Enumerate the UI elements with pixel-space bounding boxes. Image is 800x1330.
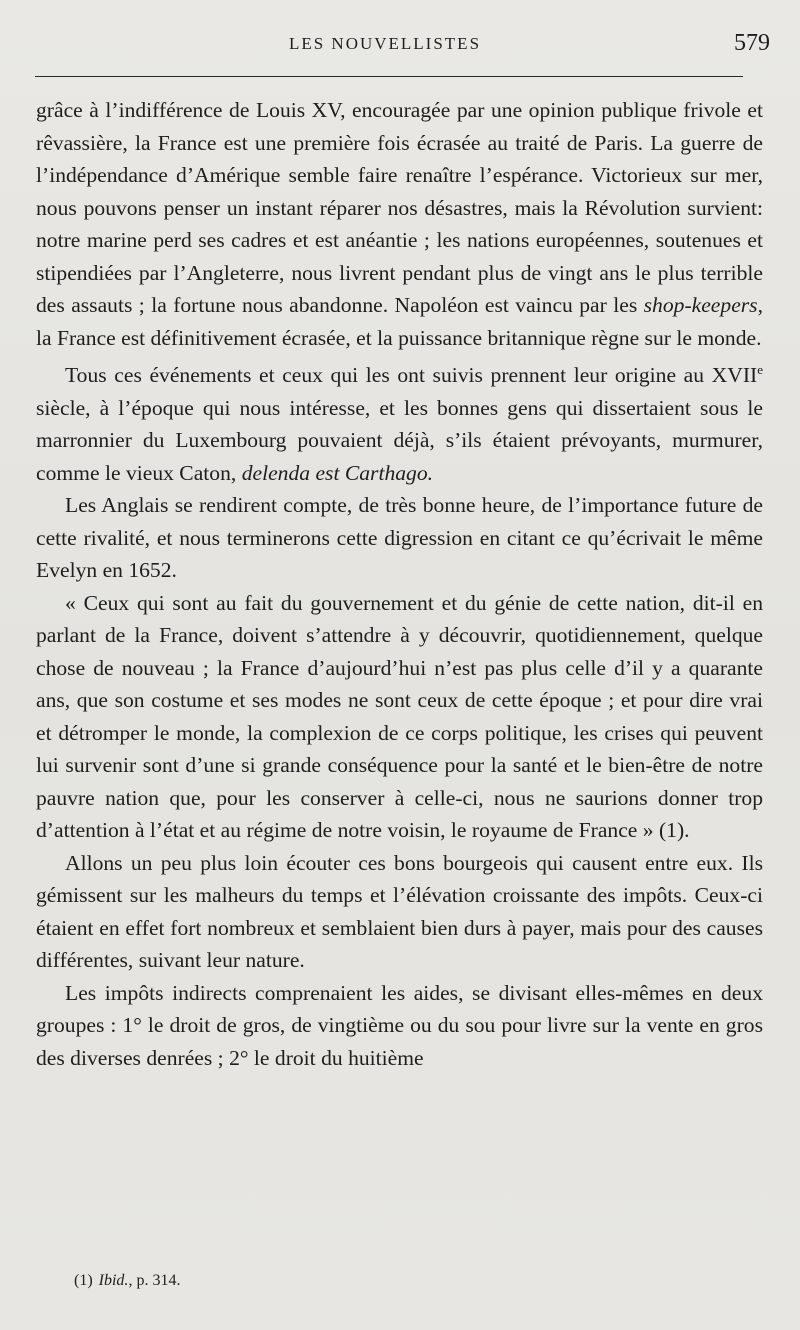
p2-text-b: siècle, à l’époque qui nous intéresse, et les bonnes gens qui dissertaient sous le marronnier du Luxembourg pouvaient déjà, s’ils étaient prévoyants, murmurer, comme le vieux Caton, — [36, 395, 763, 485]
p2-text-a: Tous ces événements et ceux qui les ont suivis prennent leur origine au XVII — [65, 363, 758, 388]
paragraph-5: Allons un peu plus loin écouter ces bons bourgeois qui causent entre eux. Ils gémissent sur les malheurs du temps et l’élévation croissante des impôts. Ceux-ci étaient en effet fort nombreux et semblaient bien durs à payer, mais pour des causes différentes, suivant leur nature. — [36, 850, 763, 973]
header-rule — [35, 76, 743, 77]
paragraph-1-text: grâce à l’indifférence de Louis XV, encouragée par une opinion publique frivole et rêvassière, la France est une première fois écrasée au traité de Paris. La guerre de l’indépendance d’Amérique semble faire renaître l’espérance. Victorieux sur mer, nous pouvons penser un instant réparer nos désastres, mais la Révolution survient: notre marine perd ses cadres et est anéantie ; les nations européennes, soutenues et stipendiées par l’Angleterre, nous livrent pendant plus de vingt ans le plus terrible des assauts ; la fortune nous abandonne. — [36, 98, 763, 317]
p1b-before: Napoléon est vaincu par les — [394, 293, 644, 317]
footnote-ibid: Ibid. — [98, 1272, 129, 1289]
body-text — [36, 94, 763, 1074]
footnote-ref: , p. 314. — [128, 1272, 181, 1289]
century-superscript: e — [757, 362, 763, 377]
running-title: LES NOUVELLISTES — [288, 34, 482, 53]
footnote — [74, 1272, 180, 1290]
p1b-after: , la France est définitivement écrasée, et la puissance britannique règne sur le monde. — [36, 293, 763, 350]
delenda-italic: delenda est Carthago. — [241, 460, 434, 485]
paragraph-3: Les Anglais se rendirent compte, de très bonne heure, de l’importance future de cette rivalité, et nous terminerons cette digression en citant ce qu’écrivait le même Evelyn en 1652. — [36, 493, 763, 583]
paragraph-6: Les impôts indirects comprenaient les aides, se divisant elles-mêmes en deux groupes : 1° le droit de gros, de vingtième ou du sou pour livre sur la vente en gros des diverses denrées ; 2° le droit du huitième — [36, 980, 763, 1070]
footnote-label: (1) — [74, 1272, 93, 1289]
page-number: 579 — [734, 30, 770, 56]
shop-keepers-italic: shop-keepers — [643, 293, 758, 317]
paragraph-1 — [36, 94, 763, 354]
paragraph-4-quote: « Ceux qui sont au fait du gouvernement et du génie de cette nation, dit-il en parlant de la France, doivent s’attendre à y découvrir, quotidiennement, quelque chose de nouveau ; la France d’aujourd’hui n’est pas plus celle d’il y a quarante ans, que son costume et ses modes ne sont ceux de cette époque ; et pour dire vrai et détromper le monde, la complexion de ce corps politique, les crises qui peuvent lui survenir sont d’une si grande conséquence pour la santé et le bien-être de notre pauvre nation que, pour les conserver à celle-ci, nous ne saurions donner trop d’attention à l’état et au régime de notre voisin, le royaume de France » (1). — [36, 590, 763, 843]
paragraph-2 — [36, 354, 763, 489]
running-head — [0, 30, 800, 60]
